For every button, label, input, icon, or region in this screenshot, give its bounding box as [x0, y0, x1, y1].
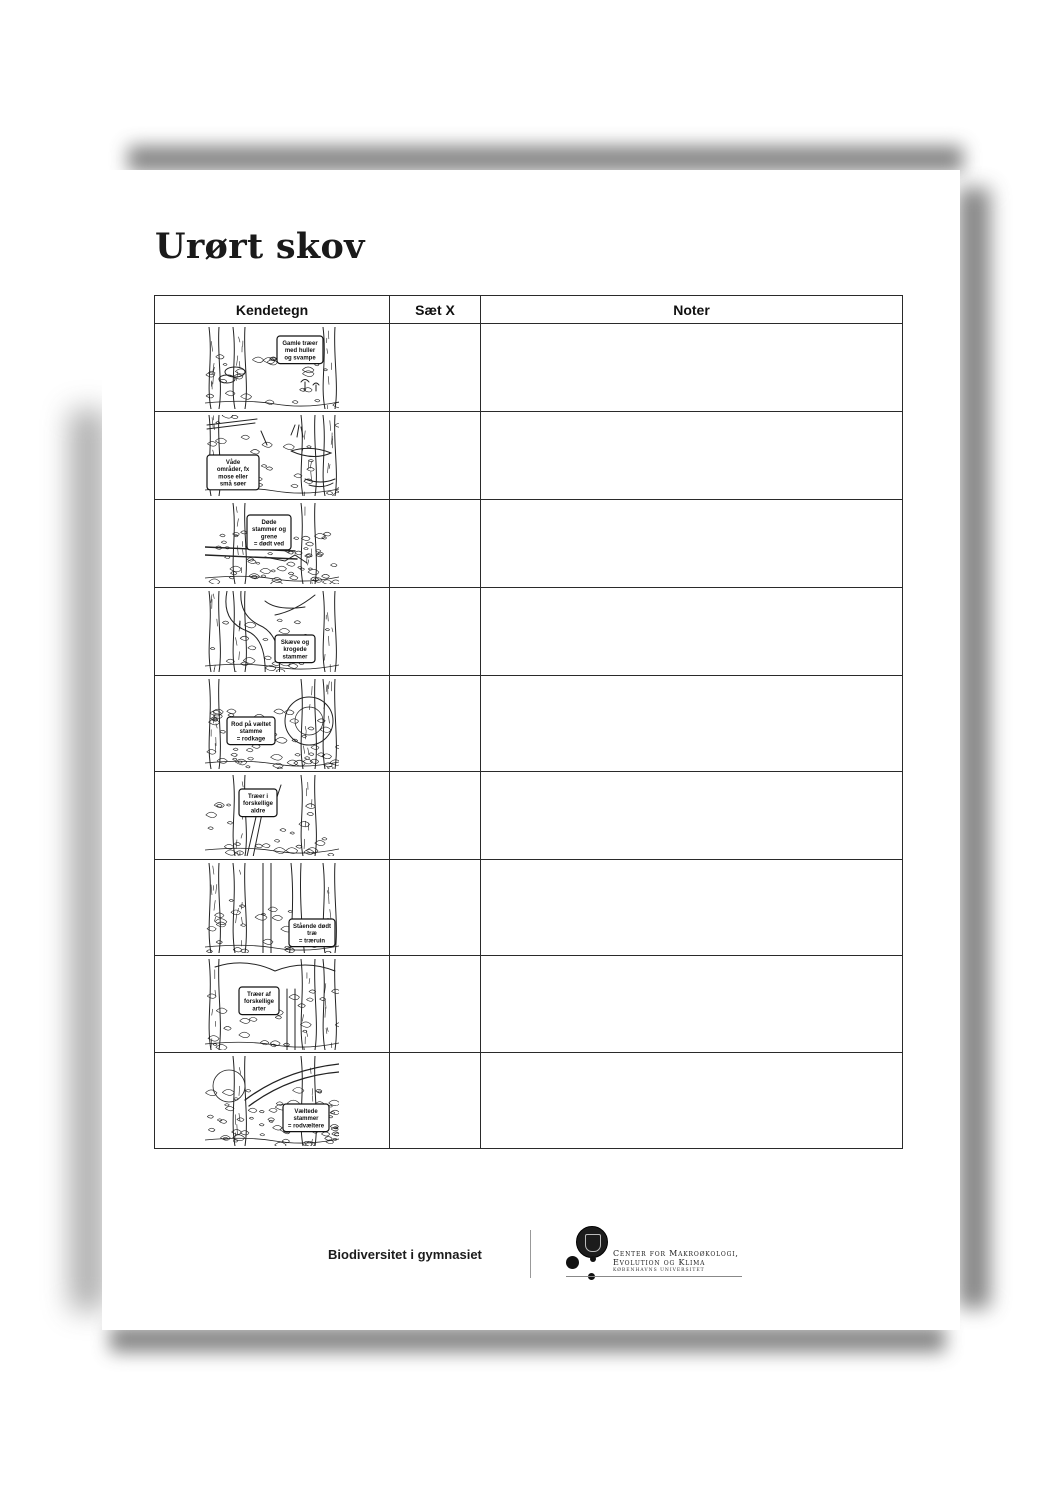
seal-icon — [576, 1226, 608, 1258]
illustration-caption-line: områder, fx — [216, 467, 250, 474]
illustration-caption-line: grene — [260, 534, 278, 541]
illustration-caption-line: mose eller — [218, 474, 248, 481]
illustration-root-plate — [205, 679, 339, 769]
column-header-kendetegn: Kendetegn — [155, 296, 390, 324]
table-row — [155, 324, 903, 412]
notes-cell[interactable] — [481, 588, 903, 676]
column-header-saet-x: Sæt X — [390, 296, 481, 324]
illustration-caption-line: forskellige — [242, 801, 274, 808]
illustration-caption-line: med huller — [284, 347, 316, 354]
notes-cell[interactable] — [481, 1053, 903, 1149]
page-shadow-top — [128, 146, 963, 172]
illustration-caption-line: og svampe — [284, 354, 316, 361]
illustration-wet-area — [205, 415, 339, 496]
mark-x-cell[interactable] — [390, 956, 481, 1053]
table-row — [155, 1053, 903, 1149]
kendetegn-cell — [155, 324, 390, 412]
illustration-caption-line: = dødt ved — [253, 541, 285, 548]
illustration-caption-line: Træer af — [247, 991, 271, 998]
mark-x-cell[interactable] — [390, 772, 481, 860]
mark-x-cell[interactable] — [390, 500, 481, 588]
kendetegn-cell — [155, 500, 390, 588]
illustration-caption-line: aldre — [250, 808, 266, 815]
kendetegn-cell — [155, 1053, 390, 1149]
kendetegn-cell — [155, 588, 390, 676]
illustration-caption-line: Gamle træer — [282, 340, 318, 347]
checklist-table — [154, 295, 903, 1149]
illustration-caption-line: Træer i — [247, 794, 269, 800]
page-shadow-right — [958, 188, 990, 1308]
notes-cell[interactable] — [481, 956, 903, 1053]
mark-x-cell[interactable] — [390, 412, 481, 500]
kendetegn-cell — [155, 772, 390, 860]
illustration-different-species — [205, 959, 339, 1050]
notes-cell[interactable] — [481, 676, 903, 772]
illustration-caption-line: stammer — [293, 1115, 319, 1122]
university-logo — [564, 1226, 754, 1286]
kendetegn-cell — [155, 676, 390, 772]
mark-x-cell[interactable] — [390, 1053, 481, 1149]
illustration-caption-line: = rodkage — [236, 735, 266, 742]
table-row — [155, 412, 903, 500]
kendetegn-cell — [155, 412, 390, 500]
project-name: Biodiversitet i gymnasiet — [328, 1247, 482, 1262]
notes-cell[interactable] — [481, 500, 903, 588]
table-row — [155, 772, 903, 860]
illustration-caption-line: Rod på væltet — [231, 721, 271, 728]
notes-cell[interactable] — [481, 772, 903, 860]
illustration-caption-line: = træruin — [298, 937, 326, 944]
illustration-different-ages — [205, 775, 339, 856]
table-row — [155, 676, 903, 772]
logo-rule — [566, 1276, 742, 1277]
page-title: Urørt skov — [155, 226, 365, 267]
illustration-caption-line: Væltede — [294, 1108, 318, 1115]
logo-university: KØBENHAVNS UNIVERSITET — [613, 1268, 705, 1273]
illustration-caption-line: små søer — [219, 481, 247, 488]
notes-cell[interactable] — [481, 412, 903, 500]
table-row — [155, 588, 903, 676]
illustration-standing-dead-tree — [205, 863, 339, 953]
illustration-caption-line: Stående dødt — [292, 923, 332, 930]
logo-text: Center for Makroøkologi, Evolution og Klima — [613, 1249, 739, 1267]
table-row — [155, 500, 903, 588]
table-row — [155, 860, 903, 956]
illustration-caption-line: Døde — [261, 520, 277, 526]
illustration-windthrow — [205, 1056, 339, 1146]
notes-cell[interactable] — [481, 324, 903, 412]
footer-divider — [530, 1230, 531, 1278]
illustration-dead-wood — [205, 503, 339, 584]
logo-dot — [590, 1256, 596, 1262]
illustration-caption-line: stamme — [239, 728, 263, 735]
kendetegn-cell — [155, 860, 390, 956]
illustration-caption-line: stammer — [282, 654, 308, 661]
illustration-caption-line: stammer og — [251, 527, 287, 534]
illustration-caption-line: krogede — [283, 647, 307, 654]
column-header-noter: Noter — [481, 296, 903, 324]
mark-x-cell[interactable] — [390, 860, 481, 956]
page-shadow-left — [70, 410, 106, 1310]
table-header-row — [155, 296, 903, 324]
illustration-old-tree-fungi — [205, 327, 339, 409]
illustration-caption-line: træ — [307, 930, 317, 937]
kendetegn-cell — [155, 956, 390, 1053]
table-row — [155, 956, 903, 1053]
mark-x-cell[interactable] — [390, 676, 481, 772]
illustration-caption-line: Våde — [225, 460, 241, 466]
illustration-caption-line: arter — [252, 1005, 266, 1012]
mark-x-cell[interactable] — [390, 324, 481, 412]
illustration-caption-line: forskellige — [243, 998, 275, 1005]
mark-x-cell[interactable] — [390, 588, 481, 676]
illustration-caption-line: = rodvæltere — [287, 1122, 325, 1129]
notes-cell[interactable] — [481, 860, 903, 956]
logo-dot — [566, 1256, 579, 1269]
illustration-caption-line: Skæve og — [280, 640, 310, 646]
illustration-crooked-trunks — [205, 591, 339, 672]
